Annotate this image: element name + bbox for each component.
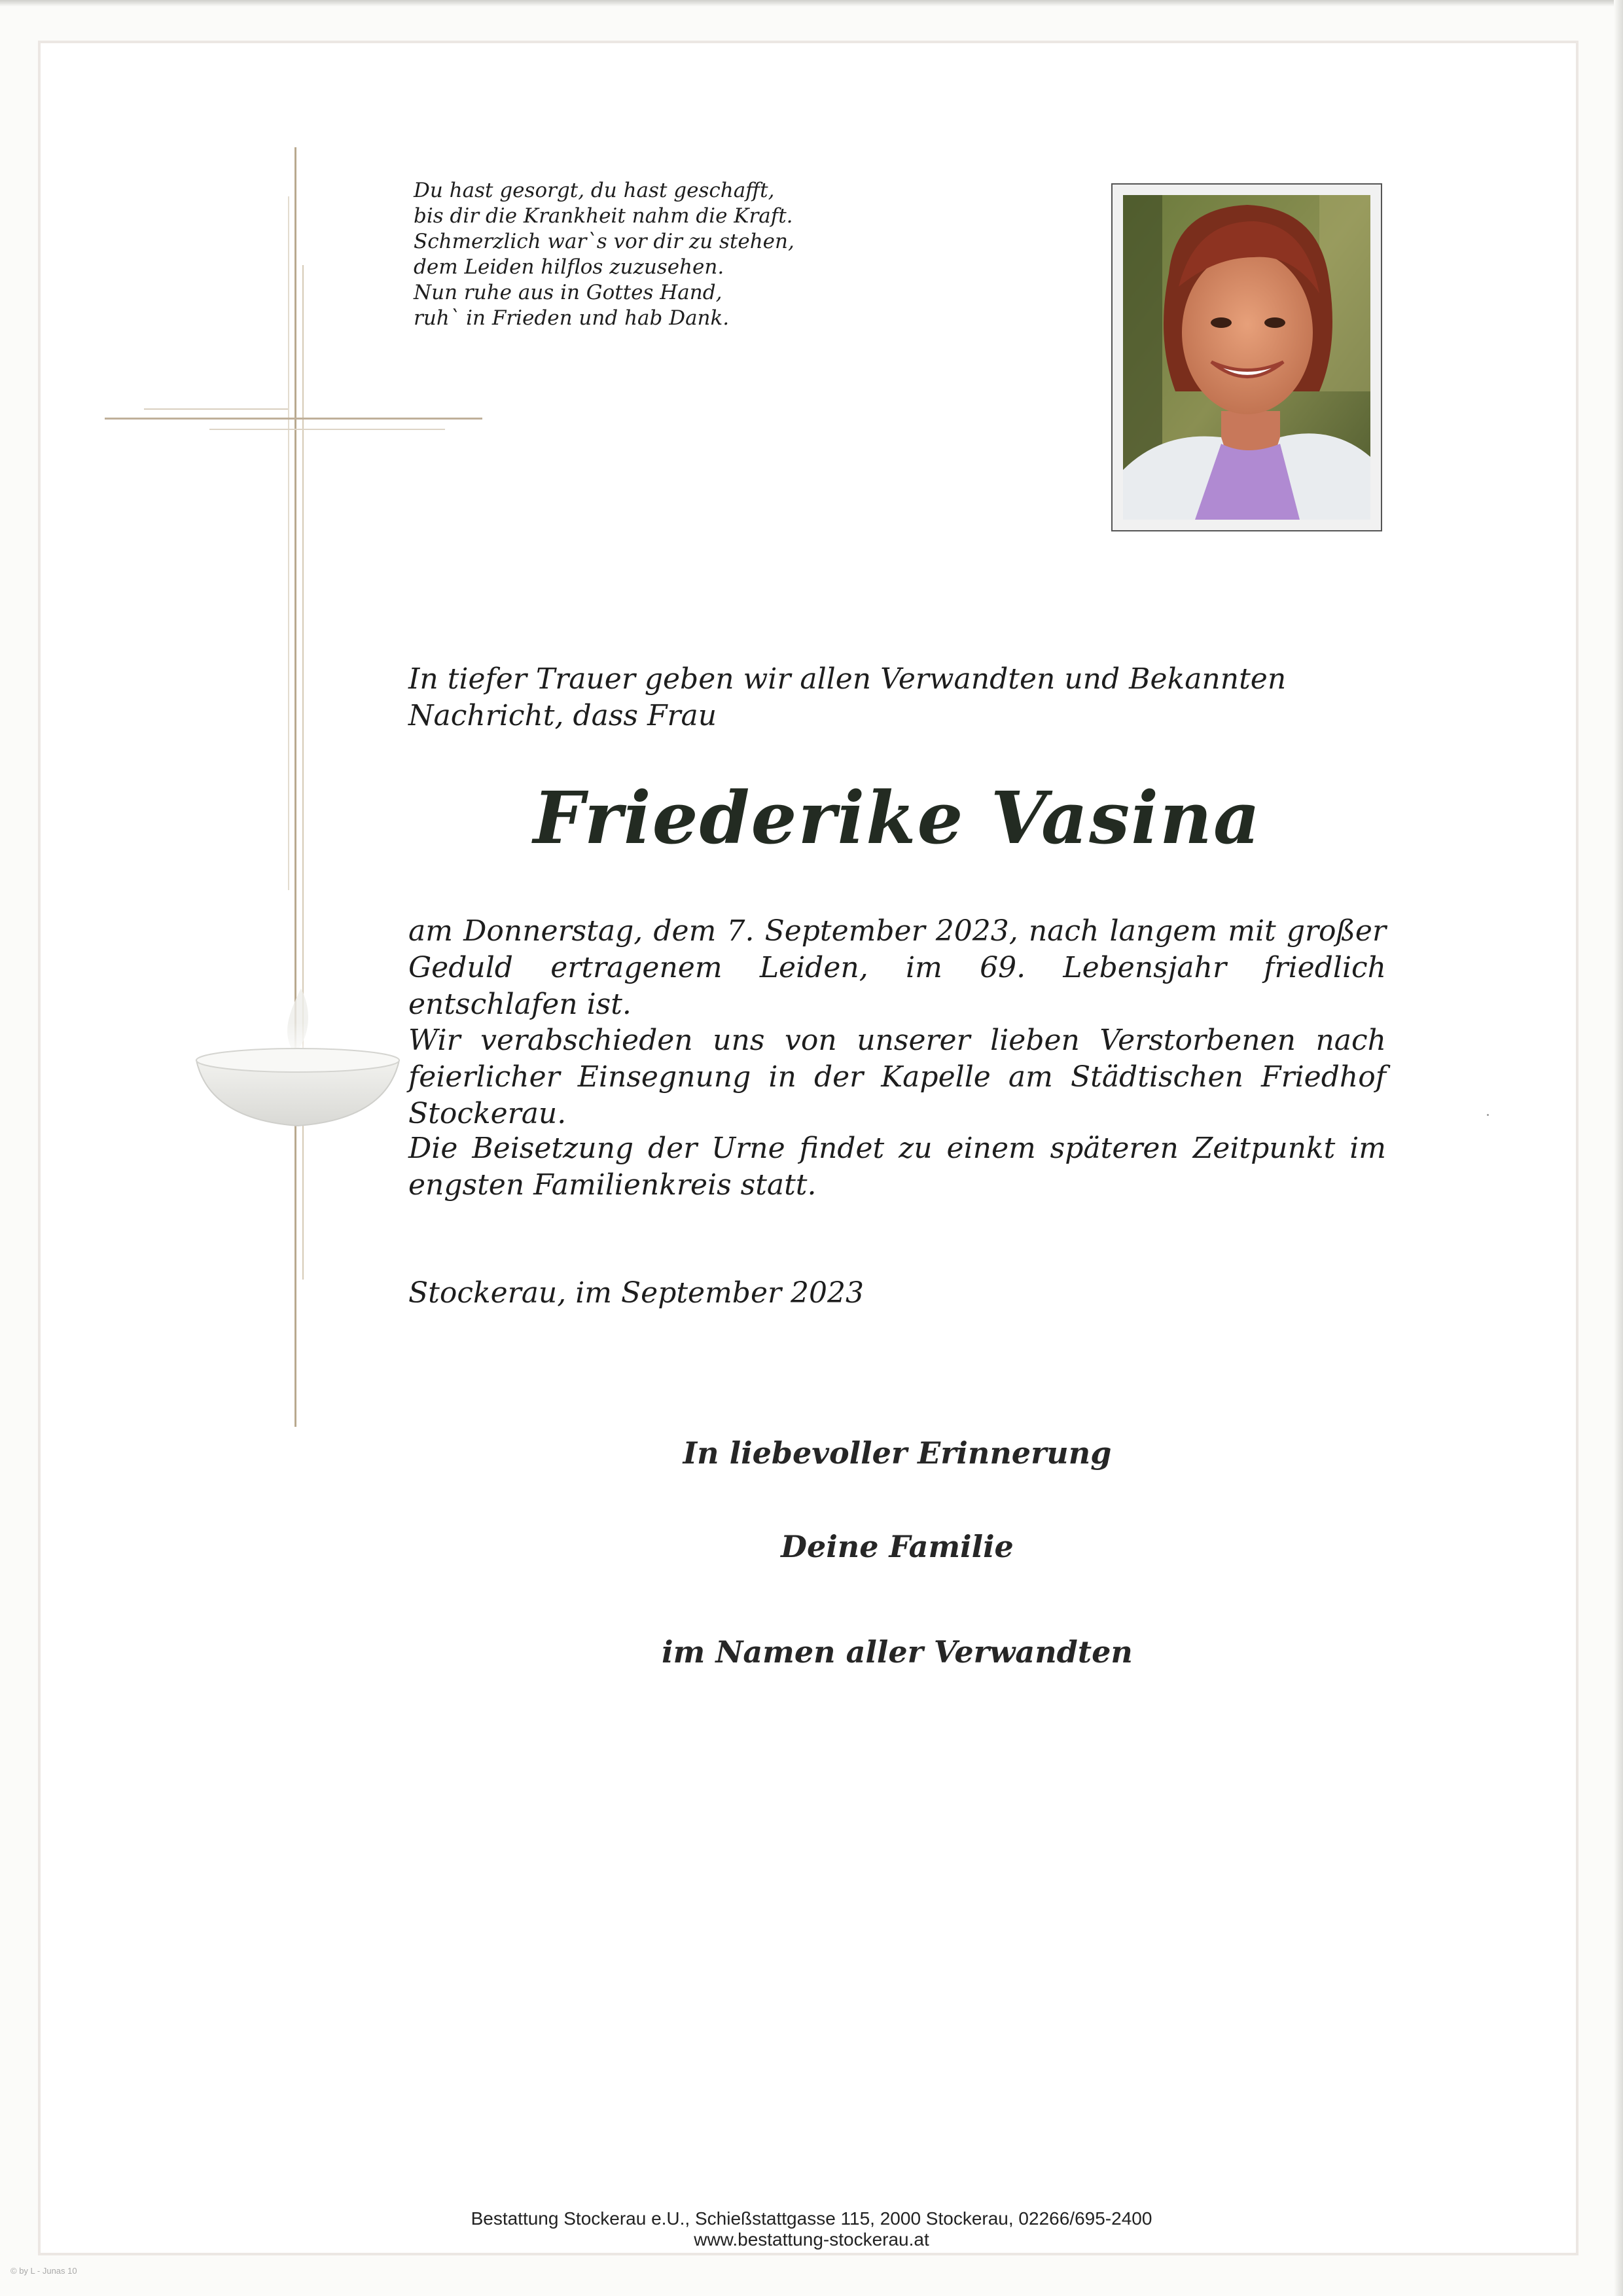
cross-horizontal-line [209, 429, 445, 430]
poem-line: Schmerzlich war`s vor dir zu stehen, [414, 230, 794, 253]
footer-address: Bestattung Stockerau e.U., Schießstattgasse 115, 2000 Stockerau, 02266/695-2400 [471, 2208, 1152, 2229]
deceased-name: Friederike Vasina [533, 776, 1262, 860]
intro-text: In tiefer Trauer geben wir allen Verwandten und Bekannten Nachricht, dass Frau [408, 662, 1287, 732]
cross-vertical-line [288, 196, 289, 890]
poem-line: Du hast gesorgt, du hast geschafft, [414, 179, 775, 202]
poem-line: ruh` in Frieden und hab Dank. [414, 306, 730, 330]
scan-edge [1614, 0, 1623, 2296]
death-paragraph: am Donnerstag, dem 7. September 2023, nach langem mit großer Geduld ertragenem Leiden, im 69. Lebensjahr friedlich entschlafen ist. [408, 914, 1386, 1021]
poem-line: dem Leiden hilflos zuzusehen. [414, 255, 724, 279]
signature-line: Deine Familie [781, 1529, 1014, 1564]
footer-website: www.bestattung-stockerau.at [694, 2229, 929, 2250]
farewell-paragraph: Wir verabschieden uns von unserer lieben Verstorbenen nach feierlicher Einsegnung in der Kapelle am Städtischen Friedhof Stockerau. [408, 1024, 1386, 1130]
portrait-photo [1123, 195, 1370, 520]
poem-line: bis dir die Krankheit nahm die Kraft. [414, 204, 793, 228]
cross-vertical-line [294, 147, 296, 1427]
candle-bowl-icon [190, 975, 406, 1145]
cross-horizontal-line [144, 408, 288, 410]
poem [414, 178, 1003, 331]
scan-edge [0, 0, 1623, 7]
portrait-frame [1111, 183, 1382, 531]
scan-speck [1487, 1114, 1489, 1116]
signature-line: In liebevoller Erinnerung [683, 1435, 1112, 1471]
place-date: Stockerau, im September 2023 [408, 1276, 865, 1310]
burial-paragraph: Die Beisetzung der Urne findet zu einem späteren Zeitpunkt im engsten Familienkreis statt. [408, 1132, 1386, 1202]
copyright-note: © by L - Junas 10 [10, 2266, 77, 2276]
cross-horizontal-line [105, 418, 482, 420]
signature-line: im Namen aller Verwandten [662, 1634, 1133, 1670]
poem-line: Nun ruhe aus in Gottes Hand, [414, 281, 722, 304]
